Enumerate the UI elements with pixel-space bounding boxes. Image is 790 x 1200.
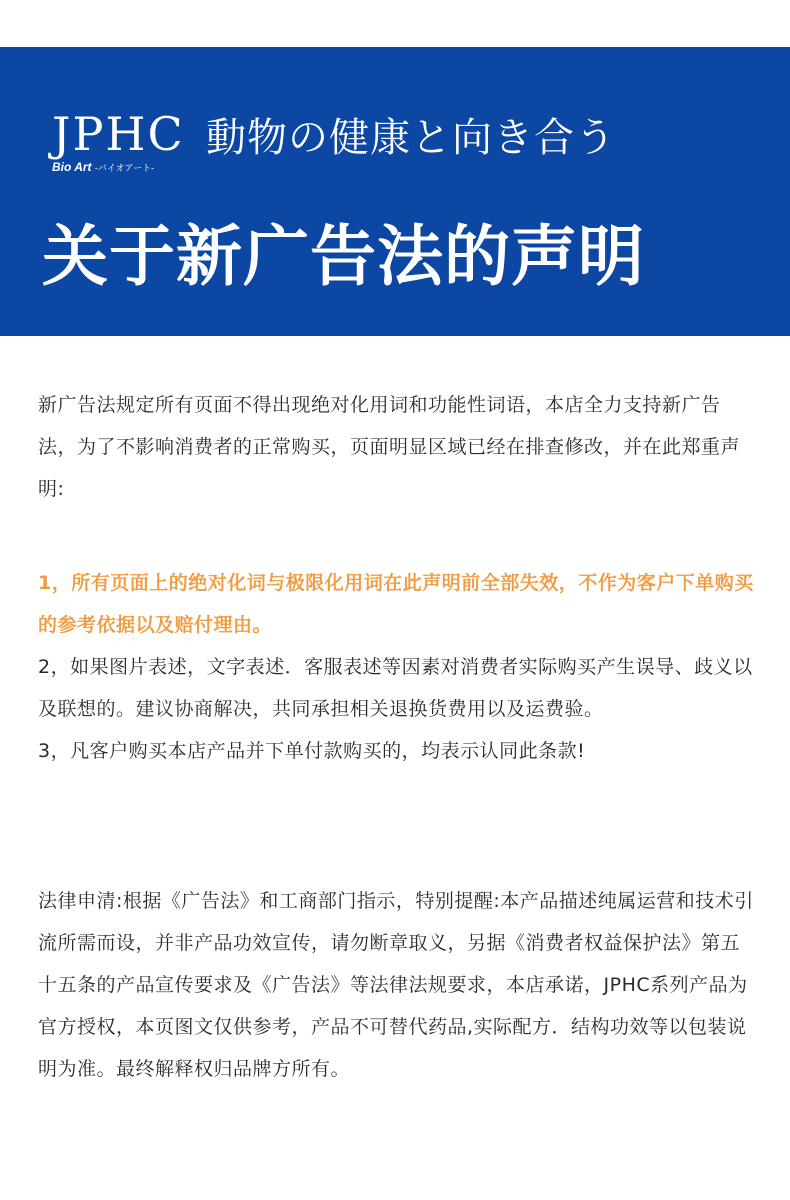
logo-mark: JPHC bbox=[52, 107, 185, 161]
legal-notice bbox=[38, 880, 754, 1090]
page-title: 关于新广告法的声明 bbox=[42, 218, 645, 295]
declaration-points bbox=[38, 562, 754, 772]
intro-text: 新广告法规定所有页面不得出现绝对化用词和功能性词语，本店全力支持新广告法，为了不影响消费者的正常购买，页面明显区域已经在排查修改，并在此郑重声明: bbox=[38, 394, 741, 500]
declaration-point-3: 3，凡客户购买本店产品并下单付款购买的，均表示认同此条款! bbox=[38, 740, 586, 762]
legal-text: 法律申清:根据《广告法》和工商部门指示，特别提醒:本产品描述纯属运营和技术引流所需而设，并非产品功效宣传，请勿断章取义，另据《消费者权益保护法》第五十五条的产品宣传要求及《广告法》等法律法规要求，本店承诺，JPHC系列产品为官方授权，本页图文仅供参考，产品不可替代药品,实际配方．结构功效等以包装说明为准。最终解释权归品牌方所有。 bbox=[38, 890, 754, 1080]
logo-subtitle bbox=[52, 160, 185, 175]
brand-logo bbox=[52, 106, 185, 175]
intro-paragraph bbox=[38, 384, 754, 510]
brand-tagline: 動物の健康と向き合う bbox=[206, 115, 616, 161]
logo-sub-main: Bio Art bbox=[52, 160, 92, 174]
logo-sub-kana: -バイオアート- bbox=[94, 163, 155, 173]
declaration-point-1: 1，所有页面上的绝对化词与极限化用词在此声明前全部失效，不作为客户下单购买的参考依据以及赔付理由。 bbox=[38, 572, 754, 636]
declaration-point-2: 2，如果图片表述，文字表述．客服表述等因素对消费者实际购买产生误导、歧义以及联想的。建议协商解决，共同承担相关退换货费用以及运费验。 bbox=[38, 656, 753, 720]
